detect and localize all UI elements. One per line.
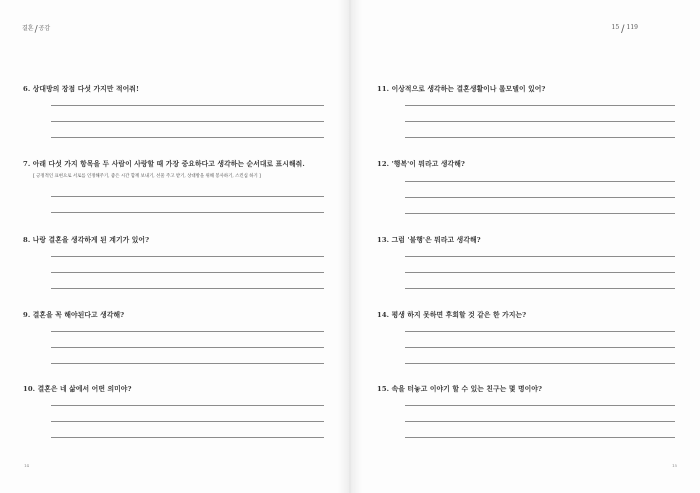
answer-line[interactable] [405, 121, 675, 122]
question-11: 11. 이상적으로 생각하는 결혼생활이나 롤모델이 있어? [377, 85, 546, 93]
current-page-number: 15 [611, 24, 620, 31]
answer-line[interactable] [51, 331, 324, 332]
book-gutter [338, 0, 362, 493]
answer-line[interactable] [405, 421, 675, 422]
answer-line[interactable] [51, 347, 324, 348]
answer-line[interactable] [405, 181, 675, 182]
right-page-number: 15 [672, 463, 678, 468]
answer-line[interactable] [51, 405, 324, 406]
question-12: 12. '행복'이 뭐라고 생각해? [377, 160, 465, 168]
answer-line[interactable] [51, 437, 324, 438]
question-8: 8. 나랑 결혼을 생각하게 된 계기가 있어? [23, 236, 150, 244]
answer-line[interactable] [405, 331, 675, 332]
question-7: 7. 아래 다섯 가지 항목을 두 사람이 사랑할 때 가장 중요하다고 생각하는 순서대로 표시해줘. [23, 160, 305, 168]
header-separator: / [34, 25, 38, 35]
total-page-number: 119 [626, 24, 638, 31]
answer-line[interactable] [405, 256, 675, 257]
page-counter [611, 21, 638, 35]
question-15: 15. 속을 터놓고 이야기 할 수 있는 친구는 몇 명이야? [377, 385, 543, 393]
answer-line[interactable] [405, 105, 675, 106]
answer-line[interactable] [405, 363, 675, 364]
answer-line[interactable] [51, 121, 324, 122]
question-13: 13. 그럼 '불행'은 뭐라고 생각해? [377, 236, 481, 244]
answer-line[interactable] [51, 137, 324, 138]
header-subtitle: 공감 [38, 25, 51, 32]
answer-line[interactable] [51, 256, 324, 257]
answer-line[interactable] [405, 437, 675, 438]
answer-line[interactable] [51, 196, 324, 197]
header-title: 결혼 [22, 25, 34, 32]
answer-line[interactable] [51, 288, 324, 289]
answer-line[interactable] [405, 137, 675, 138]
answer-line[interactable] [405, 405, 675, 406]
answer-line[interactable] [405, 347, 675, 348]
question-9: 9. 결혼을 꼭 해야된다고 생각해? [23, 311, 125, 319]
answer-line[interactable] [51, 421, 324, 422]
left-page-number: 14 [24, 463, 30, 468]
answer-line[interactable] [405, 213, 675, 214]
answer-line[interactable] [51, 212, 324, 213]
question-7-options: [ 긍정적인 표현으로 서로를 인정해주기, 좋은 시간 함께 보내기, 선물 주고 받기, 상대방을 위해 봉사하기, 스킨십 하기 ] [33, 174, 261, 179]
question-10: 10. 결혼은 네 삶에서 어떤 의미야? [23, 385, 132, 393]
answer-line[interactable] [405, 288, 675, 289]
question-14: 14. 평생 하지 못하면 후회할 것 같은 한 가지는? [377, 311, 527, 319]
page-counter-separator: / [621, 24, 625, 35]
question-6: 6. 상대방의 장점 다섯 가지만 적어줘! [23, 85, 140, 93]
answer-line[interactable] [51, 272, 324, 273]
answer-line[interactable] [405, 272, 675, 273]
answer-line[interactable] [51, 363, 324, 364]
running-header-left [22, 23, 50, 33]
answer-line[interactable] [405, 197, 675, 198]
answer-line[interactable] [51, 105, 324, 106]
